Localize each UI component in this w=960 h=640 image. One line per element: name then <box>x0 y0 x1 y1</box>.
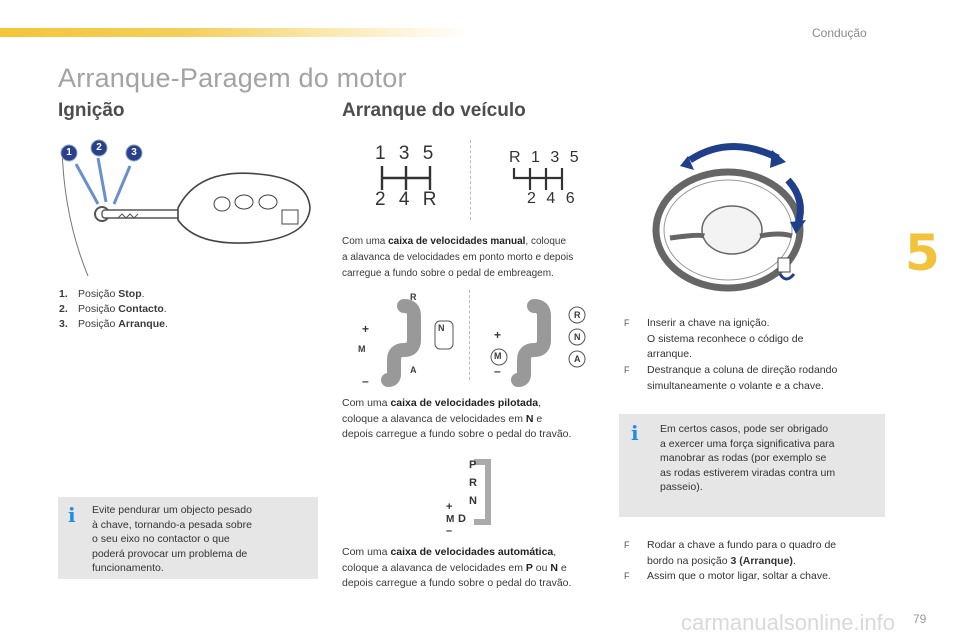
button-m-label: M <box>494 351 502 361</box>
section-label: Condução <box>812 26 867 40</box>
auto-label-minus: – <box>446 525 453 537</box>
gear-pattern-bottom-r: 2 4 6 <box>527 190 578 207</box>
page-number: 79 <box>913 612 927 626</box>
gate-label-a: A <box>410 365 417 375</box>
gate-label-r: R <box>410 292 417 302</box>
watermark: carmanualsonline.info <box>681 610 896 635</box>
step-turn-key: F Rodar a chave a fundo para o quadro de bordo na posição 3 (Arranque). <box>624 539 837 567</box>
button-r-label: R <box>574 310 581 320</box>
gate-label-m: M <box>358 344 366 354</box>
chapter-number: 5 <box>905 224 940 282</box>
callout-3-label: 3 <box>131 147 137 158</box>
info-text-ignicao: Evite pendurar um objecto pesado à chave, tornando-a pesada sobre o seu eixo no contactor o que poderá provocar um problema de funcionamento. <box>92 504 252 574</box>
gear-pattern-bottom: 2 4 R <box>375 189 441 210</box>
gear-pattern-top-r: R 1 3 5 <box>509 149 582 166</box>
ignition-positions-list <box>59 287 168 332</box>
step-unlock-column: F Destranque a coluna de direção rodando simultaneamente o volante e a chave. <box>624 364 838 392</box>
auto-label-n: N <box>469 495 477 507</box>
position-item: 3. Posição Arranque. <box>59 318 168 330</box>
auto-label-d: D <box>458 513 466 525</box>
piloted-gearbox-alt-gate-icon <box>510 300 560 380</box>
piloted-gearbox-text: Com uma caixa de velocidades pilotada, coloque a alavanca de velocidades em N e depois carregue a fundo sobre o pedal do travão. <box>342 397 572 440</box>
minus-label: – <box>494 364 501 378</box>
position-item: 1. Posição Stop. <box>59 288 145 300</box>
steering-wheel-illustration <box>650 140 830 290</box>
info-text-arranque: Em certos casos, pode ser obrigado a exercer uma força significativa para manobrar as rodas (por exemplo se as rodas estiverem viradas contra um passeio). <box>660 423 836 493</box>
gear-pattern-top: 1 3 5 <box>375 143 438 164</box>
auto-label-plus: + <box>446 501 453 513</box>
button-a-label: A <box>574 354 581 364</box>
manual-gearbox-text: Com uma caixa de velocidades manual, coloque a alavanca de velocidades em ponto morto e depois carregue a fundo sobre o pedal de embreagem. <box>342 236 574 279</box>
info-icon: i <box>68 503 76 527</box>
callout-1-label: 1 <box>66 147 72 158</box>
gate-label-minus: – <box>362 374 369 388</box>
header-accent-bar <box>0 28 470 37</box>
automatic-gearbox-text: Com uma caixa de velocidades automática, coloque a alavanca de velocidades em P ou N e depois carregue a fundo sobre o pedal do travão. <box>342 546 572 589</box>
info-icon: i <box>631 421 639 445</box>
divider <box>469 290 470 380</box>
neutral-label: N <box>438 323 445 333</box>
plus-label: + <box>494 328 502 342</box>
step-insert-key: F Inserir a chave na ignição. O sistema reconhece o código de arranque. <box>624 317 804 360</box>
manual-gearbox-pattern-icon <box>378 166 438 190</box>
step-release-key: F Assim que o motor ligar, soltar a chave. <box>624 570 831 582</box>
auto-label-r: R <box>469 477 477 489</box>
auto-label-m: M <box>446 514 455 525</box>
auto-label-p: P <box>469 459 477 471</box>
button-n-label: N <box>574 332 581 342</box>
callout-2-label: 2 <box>96 142 102 153</box>
heading-arranque: Arranque do veículo <box>342 100 526 121</box>
manual-gearbox-6speed-icon <box>510 168 570 190</box>
divider <box>470 140 471 220</box>
key-fob-illustration <box>58 138 320 282</box>
position-item: 2. Posição Contacto. <box>59 303 167 315</box>
gate-label-plus: + <box>362 322 370 336</box>
piloted-gearbox-gate-icon <box>380 300 430 380</box>
page-title: Arranque-Paragem do motor <box>58 63 407 93</box>
heading-ignicao: Ignição <box>58 100 125 121</box>
